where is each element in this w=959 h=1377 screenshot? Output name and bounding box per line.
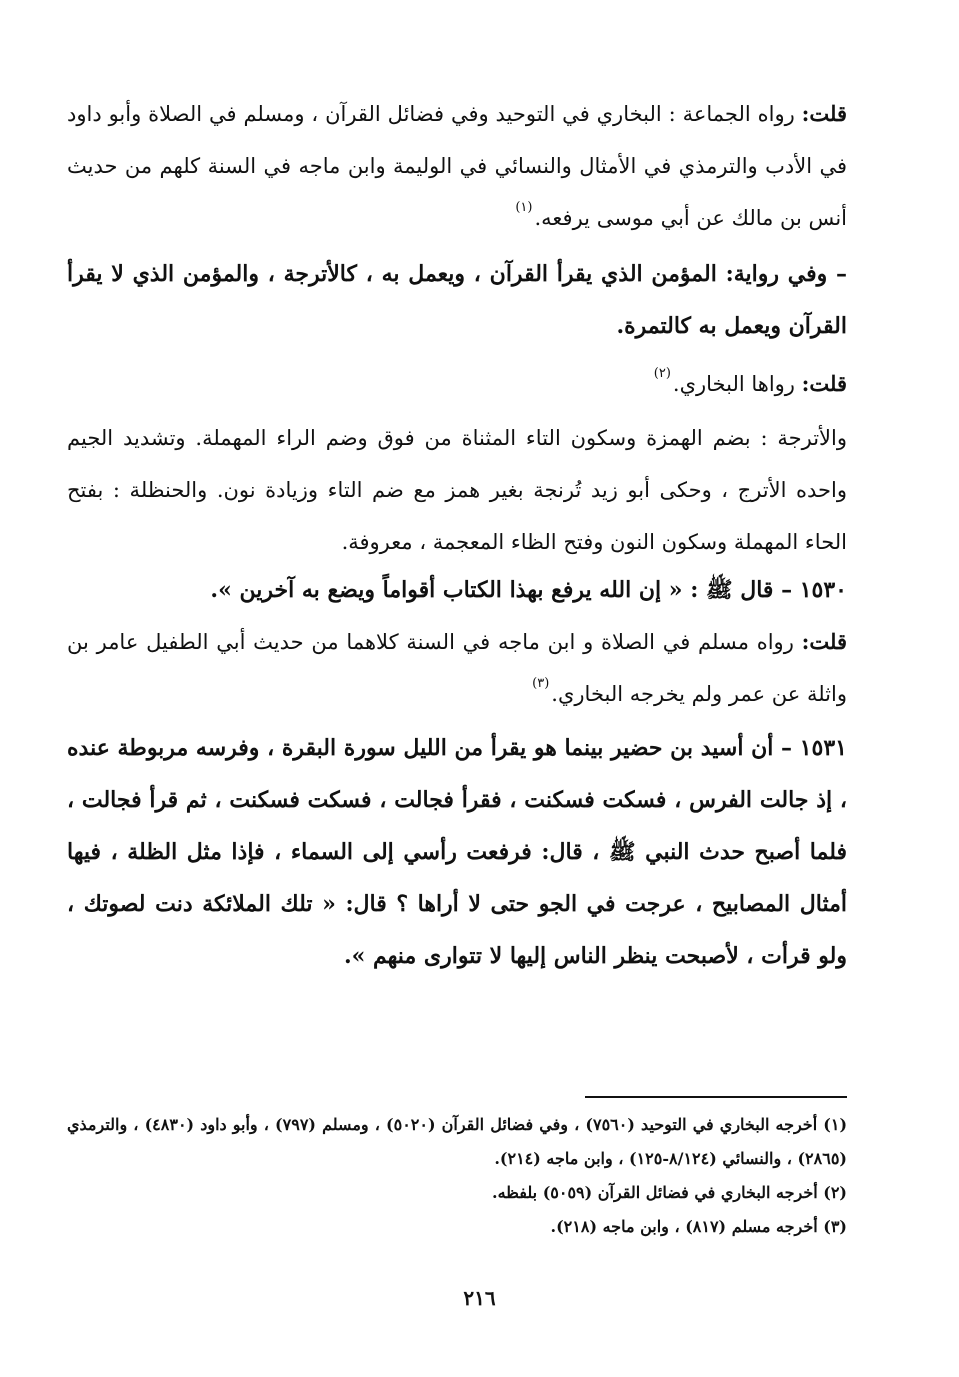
footnote-ref-1[interactable]: (١) xyxy=(515,200,533,215)
footnote-3: (٣) أخرجه مسلم (٨١٧) ، وابن ماجه (٢١٨). xyxy=(550,1217,847,1236)
paragraph-text: ١٥٣١ – أن أسيد بن حضير بينما هو يقرأ من الليل سورة البقرة ، وفرسه مربوطة عنده ، إذ جالت الفرس ، فسكت فسكنت ، فقرأ فجالت ، فسكت فسكنت ، ثم قرأ فجالت ، فلما أصبح حدث النبي ﷺ ، قال: فرفعت رأسي إلى السماء ، فإذا مثل الظلة ، فيها أمثال المصابيح ، عرجت في الجو حتى لا أراها ؟ قال: « تلك الملائكة دنت لصوتك ، ولو قرأت ، لأصبحت ينظر الناس إليها لا تتوارى منهم ». xyxy=(67,735,847,969)
paragraph-text: رواه مسلم في الصلاة و ابن ماجه في السنة كلاهما من حديث أبي الطفيل عامر بن واثلة عن عمر ولم يخرجه البخاري. xyxy=(67,630,847,706)
hadith-1530 xyxy=(67,564,847,616)
footnote-separator xyxy=(585,1096,847,1098)
footnotes-section xyxy=(67,1108,847,1244)
commentary-paragraph-1 xyxy=(67,88,847,244)
paragraph-text: والأترجة : بضم الهمزة وسكون التاء المثناة من فوق وضم الراء المهملة. وتشديد الجيم واحده الأترج ، وحكى أبو زيد تُرنجة بغير همز مع ضم التاء وزيادة نون. والحنظلة : بفتح الحاء المهملة وسكون النون وفتح الظاء المعجمة ، معروفة. xyxy=(67,426,847,554)
footnote-ref-3[interactable]: (٣) xyxy=(532,676,550,691)
footnote-2: (٢) أخرجه البخاري في فضائل القرآن (٥٠٥٩) بلفظه. xyxy=(492,1183,847,1202)
narration-variant-paragraph xyxy=(67,248,847,352)
footnote-1: (١) أخرجه البخاري في التوحيد (٧٥٦٠) ، وفي فضائل القرآن (٥٠٢٠) ، ومسلم (٧٩٧) ، وأبو داود (٤٨٣٠) ، والترمذي (٢٨٦٥) ، والنسائي (٨/١٢٤-١٢٥) ، وابن ماجه (٢١٤). xyxy=(67,1115,848,1168)
qultu-label: قلت: xyxy=(801,629,847,654)
commentary-paragraph-2 xyxy=(67,358,847,410)
qultu-label: قلت: xyxy=(801,371,847,396)
hadith-1531 xyxy=(67,722,847,982)
paragraph-text: رواه الجماعة : البخاري في التوحيد وفي فضائل القرآن ، ومسلم في الصلاة وأبو داود في الأدب والترمذي في الأمثال والنسائي في الوليمة وابن ماجه في السنة كلهم من حديث أنس بن مالك عن أبي موسى يرفعه. xyxy=(67,102,847,230)
commentary-paragraph-3 xyxy=(67,616,847,720)
paragraph-text: رواها البخاري. xyxy=(672,372,802,396)
explanation-paragraph xyxy=(67,412,847,568)
paragraph-text: ١٥٣٠ – قال ﷺ : « إن الله يرفع بهذا الكتاب أقواماً ويضع به آخرين ». xyxy=(210,577,847,603)
paragraph-text: – وفي رواية: المؤمن الذي يقرأ القرآن ، ويعمل به ، كالأترجة ، والمؤمن الذي لا يقرأ القرآن ويعمل به كالتمرة. xyxy=(67,261,847,339)
page-number: ٢١٦ xyxy=(463,1286,496,1310)
footnote-ref-2[interactable]: (٢) xyxy=(653,366,671,381)
qultu-label: قلت: xyxy=(801,101,847,126)
